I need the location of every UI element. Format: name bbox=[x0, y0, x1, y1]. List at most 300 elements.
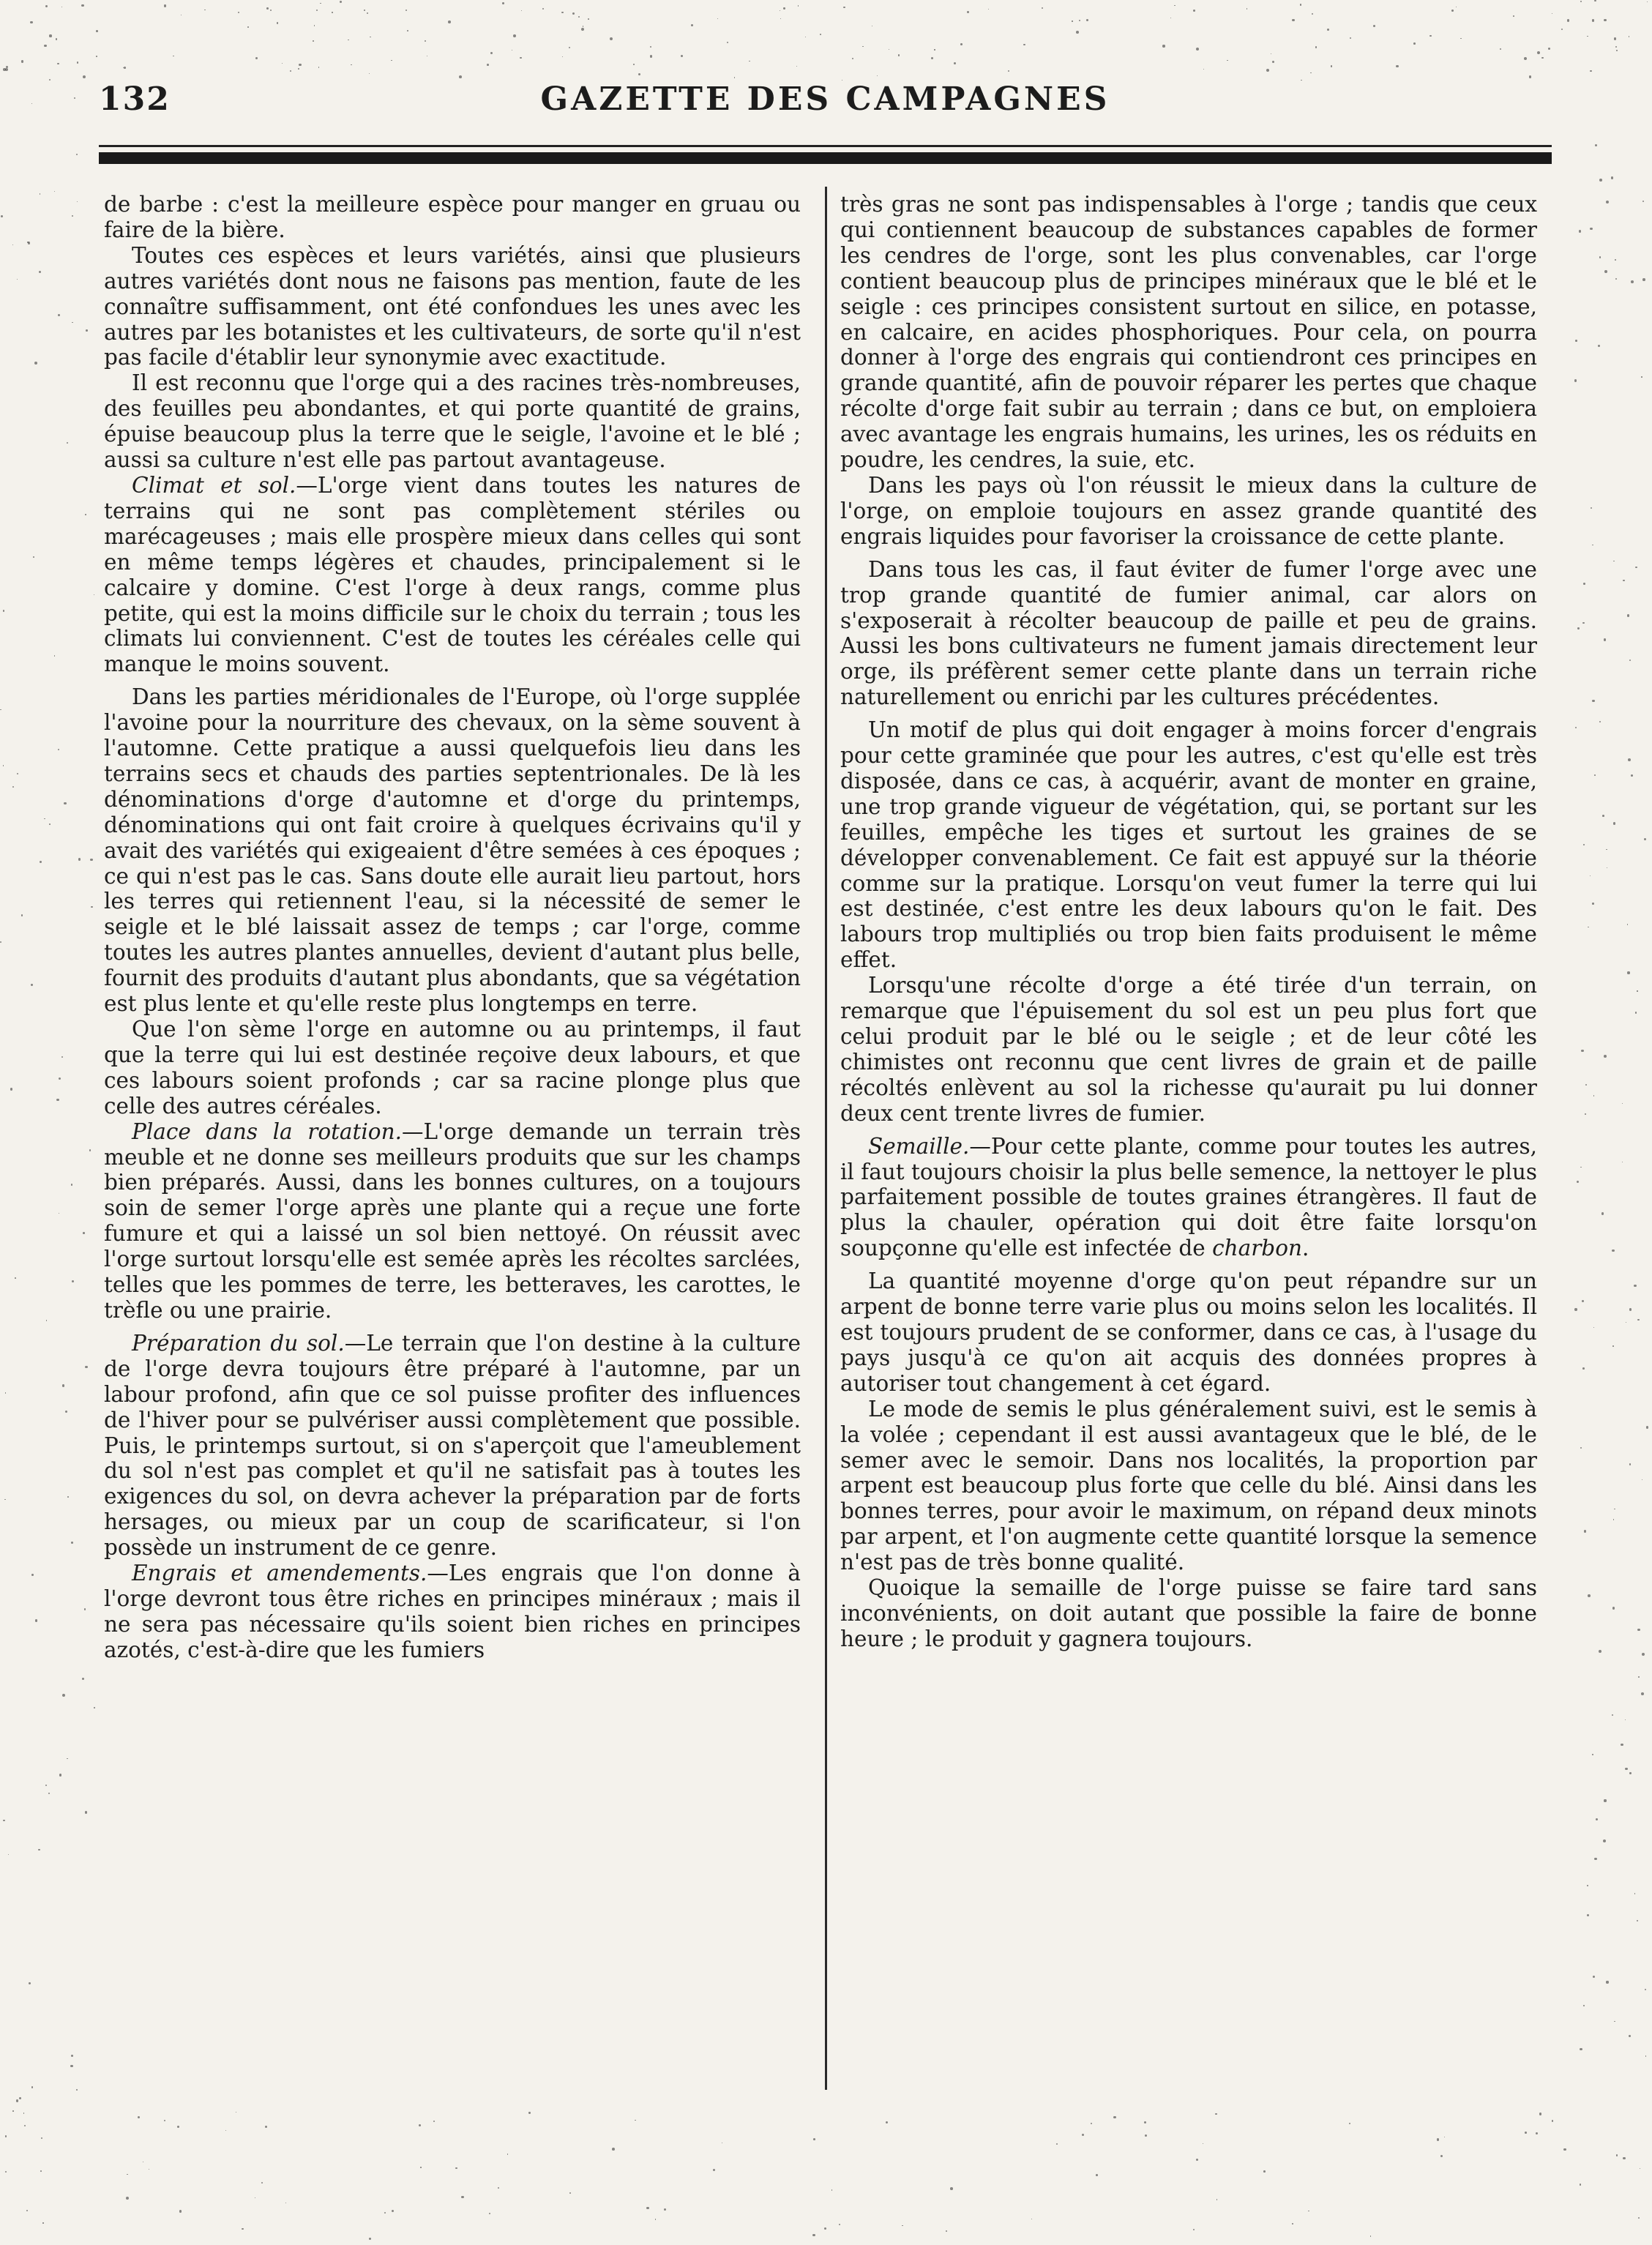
print-speckle bbox=[1638, 1676, 1640, 1678]
print-speckle bbox=[1606, 849, 1607, 850]
print-speckle bbox=[780, 18, 781, 19]
print-speckle bbox=[83, 1232, 85, 1234]
print-speckle bbox=[1513, 15, 1514, 17]
print-speckle bbox=[5, 1392, 7, 1394]
print-speckle bbox=[581, 28, 584, 31]
section-lead: Engrais et amendements. bbox=[132, 1561, 427, 1586]
print-speckle bbox=[1500, 48, 1501, 50]
print-speckle bbox=[1580, 2048, 1582, 2051]
print-speckle bbox=[67, 1496, 69, 1498]
print-speckle bbox=[521, 10, 522, 11]
print-speckle bbox=[164, 4, 166, 7]
print-speckle bbox=[1638, 2217, 1640, 2219]
print-speckle bbox=[1613, 1519, 1614, 1520]
print-speckle bbox=[364, 10, 365, 11]
print-speckle bbox=[39, 271, 41, 273]
print-speckle bbox=[26, 2210, 28, 2211]
print-speckle bbox=[1580, 1, 1582, 2]
print-speckle bbox=[1583, 2005, 1585, 2006]
print-speckle bbox=[225, 2130, 226, 2131]
print-speckle bbox=[681, 55, 683, 57]
paragraph bbox=[104, 684, 801, 1017]
paragraph bbox=[104, 243, 801, 371]
print-speckle bbox=[1611, 176, 1614, 179]
print-speckle bbox=[1541, 57, 1543, 59]
print-speckle bbox=[1580, 1447, 1582, 1449]
print-speckle bbox=[1583, 844, 1585, 845]
left-column bbox=[104, 192, 801, 1663]
print-speckle bbox=[1584, 1530, 1586, 1532]
paragraph-text: —Les engrais que l'on donne à l'orge devront tous être riches en principes minéraux ; mais il ne sera pas nécessaire qu'ils soient bien riches en principes azotés, c'est-à-dire que les fumiers bbox=[104, 1561, 801, 1662]
print-speckle bbox=[277, 22, 278, 23]
print-speckle bbox=[1174, 5, 1175, 6]
print-speckle bbox=[487, 64, 489, 66]
print-speckle bbox=[179, 2210, 182, 2212]
print-speckle bbox=[1042, 7, 1043, 9]
print-speckle bbox=[261, 2182, 263, 2184]
print-speckle bbox=[1604, 638, 1606, 640]
print-speckle bbox=[1113, 2116, 1116, 2119]
print-speckle bbox=[1086, 19, 1088, 21]
print-speckle bbox=[70, 2065, 73, 2068]
print-speckle bbox=[898, 54, 900, 56]
print-speckle bbox=[798, 5, 799, 6]
print-speckle bbox=[85, 514, 86, 515]
print-speckle bbox=[59, 1077, 61, 1080]
paragraph bbox=[840, 1134, 1537, 1262]
print-speckle bbox=[1601, 1212, 1604, 1215]
print-speckle bbox=[1577, 1181, 1579, 1183]
print-speckle bbox=[459, 75, 462, 78]
paragraph-text: Dans tous les cas, il faut éviter de fumer l'orge avec une trop grande quantité de fumier animal, car alors on s'exposerait à récolter beaucoup de paille et peu de grains. Aussi les bons cultivateurs ne fument jamais directement leur orge, ils préfèrent semer cette plante dans un terrain riche naturellement ou enrichi par les cultures précédentes. bbox=[840, 556, 1537, 710]
print-speckle bbox=[266, 7, 269, 10]
print-speckle bbox=[90, 859, 93, 862]
print-speckle bbox=[820, 34, 821, 35]
print-speckle bbox=[91, 906, 93, 908]
print-speckle bbox=[72, 1280, 75, 1283]
paragraph-text: —L'orge demande un terrain très meuble et ne donne ses meilleurs produits que sur les champs bien préparés. Aussi, dans les bonnes cultures, on a toujours soin de semer l'orge après une plante qui a reçue une forte fumure et qui a laissé un sol bien nettoyé. On réussit avec l'orge surtout lorsqu'elle est semée après les récoltes sarclées, telles que les pommes de terre, les betteraves, les carottes, le trèfle ou une prairie. bbox=[104, 1118, 801, 1323]
print-speckle bbox=[1627, 924, 1629, 925]
print-speckle bbox=[1622, 1103, 1623, 1104]
print-speckle bbox=[17, 773, 18, 774]
print-speckle bbox=[367, 12, 369, 15]
print-speckle bbox=[96, 30, 98, 32]
print-speckle bbox=[33, 556, 34, 558]
print-speckle bbox=[1594, 774, 1596, 776]
print-speckle bbox=[1196, 2159, 1198, 2161]
print-speckle bbox=[40, 2170, 42, 2172]
print-speckle bbox=[1349, 2123, 1350, 2124]
print-speckle bbox=[340, 1, 342, 3]
print-speckle bbox=[82, 1678, 84, 1680]
print-speckle bbox=[1227, 60, 1228, 61]
print-speckle bbox=[1628, 758, 1631, 761]
page-header bbox=[99, 81, 1552, 124]
print-speckle bbox=[38, 1849, 40, 1850]
print-speckle bbox=[1451, 10, 1454, 12]
print-speckle bbox=[561, 12, 564, 14]
print-speckle bbox=[204, 10, 206, 11]
print-speckle bbox=[572, 12, 575, 15]
print-speckle bbox=[420, 2167, 422, 2168]
print-speckle bbox=[1579, 230, 1582, 233]
print-speckle bbox=[1625, 1719, 1626, 1720]
print-speckle bbox=[1577, 627, 1579, 629]
print-speckle bbox=[1574, 379, 1577, 381]
print-speckle bbox=[1373, 25, 1375, 27]
print-speckle bbox=[46, 1320, 47, 1321]
print-speckle bbox=[65, 1411, 67, 1413]
print-speckle bbox=[1615, 278, 1617, 280]
print-speckle bbox=[1529, 75, 1531, 78]
print-speckle bbox=[405, 10, 407, 11]
print-speckle bbox=[1629, 1772, 1631, 1774]
print-speckle bbox=[89, 1149, 91, 1151]
print-speckle bbox=[77, 61, 78, 63]
print-speckle bbox=[1631, 280, 1634, 283]
print-speckle bbox=[16, 2099, 19, 2102]
paragraph bbox=[104, 192, 801, 243]
print-speckle bbox=[988, 9, 989, 10]
print-speckle bbox=[1637, 1629, 1640, 1631]
print-speckle bbox=[67, 1758, 68, 1760]
print-speckle bbox=[1604, 1799, 1606, 1801]
print-speckle bbox=[1315, 46, 1318, 48]
print-speckle bbox=[369, 73, 370, 74]
print-speckle bbox=[455, 2167, 457, 2170]
print-speckle bbox=[177, 2126, 179, 2128]
paragraph-text: Dans les pays où l'on réussit le mieux dans la culture de l'orge, on emploie toujours en assez grande quantité des engrais liquides pour favoriser la croissance de cette plante. bbox=[840, 472, 1537, 549]
print-speckle bbox=[1582, 1300, 1584, 1302]
print-speckle bbox=[19, 2097, 21, 2099]
print-speckle bbox=[85, 1366, 88, 1369]
print-speckle bbox=[419, 2124, 421, 2126]
print-speckle bbox=[1563, 2148, 1566, 2151]
print-speckle bbox=[1585, 1113, 1586, 1115]
print-speckle bbox=[1629, 1463, 1632, 1465]
print-speckle bbox=[1079, 20, 1080, 21]
print-speckle bbox=[1592, 903, 1594, 905]
print-speckle bbox=[320, 3, 321, 4]
print-speckle bbox=[713, 2169, 716, 2172]
print-speckle bbox=[1615, 46, 1617, 48]
print-speckle bbox=[0, 941, 1, 943]
print-speckle bbox=[391, 60, 392, 61]
print-speckle bbox=[1537, 51, 1540, 54]
section-lead: Climat et sol. bbox=[132, 472, 296, 498]
paragraph-text: Dans les parties méridionales de l'Europe, où l'orge supplée l'avoine pour la nourriture des chevaux, on la sème souvent à l'automne. Cette pratique a aussi quelquefois lieu dans les terrains secs et chauds des parties septentrionales. De là les dénominations d'orge d'automne et d'orge du printemps, dénominations qui ont fait croire à quelques écrivains qu'il y avait des variétés qui exigeaient d'être semées à ces époques ; ce qui n'est pas le cas. Sans doute elle aurait lieu partout, hors les terres qui retiennent l'eau, si la nécessité de semer le seigle et le blé laissait assez de temps ; car l'orge, comme toutes les autres plantes annuelles, devient d'autant plus belle, fournit des produits d'autant plus abondants, que sa végétation est plus lente et qu'elle reste plus longtemps en terre. bbox=[104, 684, 801, 1017]
print-speckle bbox=[1612, 1607, 1615, 1610]
print-speckle bbox=[1612, 1249, 1614, 1252]
publication-title: GAZETTE DES CAMPAGNES bbox=[540, 81, 1110, 118]
print-speckle bbox=[877, 75, 878, 76]
print-speckle bbox=[1091, 2123, 1092, 2124]
print-speckle bbox=[931, 57, 933, 59]
print-speckle bbox=[1642, 278, 1645, 281]
print-speckle bbox=[1592, 19, 1595, 22]
paragraph-text: très gras ne sont pas indispensables à l'orge ; tandis que ceux qui contiennent beaucoup de substances capables de former les cendres de l'orge, sont les plus convenables, car l'orge contient beaucoup plus de principes minéraux que le blé et le seigle : ces principes consistent surtout en silice, en potasse, en calcaire, en acides phosphoriques. Pour cela, on pourra donner à l'orge des engrais qui contiendront ces principes en grande quantité, afin de pouvoir réparer les pertes que chaque récolte d'orge fait subir au terrain ; dans ce but, on emploiera avec avantage les engrais humains, les urines, les os réduits en poudre, les cendres, la suie, etc. bbox=[840, 192, 1537, 473]
print-speckle bbox=[1193, 2229, 1195, 2230]
print-speckle bbox=[86, 329, 87, 331]
print-speckle bbox=[3, 1820, 5, 1822]
print-speckle bbox=[1292, 2223, 1293, 2225]
print-speckle bbox=[40, 861, 42, 863]
print-speckle bbox=[72, 322, 73, 324]
paragraph-text: Le mode de semis le plus généralement suivi, est le semis à la volée ; cependant il est aussi avantageux que le blé, de le semer avec le semoir. Dans nos localités, la proportion par arpent est beaucoup plus forte que celle du blé. Ainsi dans les bonnes terres, pour avoir le maximum, on répand deux minots par arpent, et l'on augmente cette quantité lorsque la semence n'est pas de très bonne qualité. bbox=[840, 1396, 1537, 1575]
print-speckle bbox=[21, 914, 23, 916]
print-speckle bbox=[1023, 44, 1025, 45]
print-speckle bbox=[1581, 1050, 1583, 1052]
print-speckle bbox=[49, 79, 51, 81]
print-speckle bbox=[56, 38, 57, 40]
print-speckle bbox=[15, 1277, 16, 1279]
print-speckle bbox=[1616, 50, 1618, 51]
print-speckle bbox=[691, 24, 693, 26]
print-speckle bbox=[1599, 721, 1601, 722]
print-speckle bbox=[1604, 19, 1606, 21]
print-speckle bbox=[62, 1384, 64, 1386]
print-speckle bbox=[1272, 61, 1274, 63]
print-speckle bbox=[843, 7, 845, 9]
print-speckle bbox=[74, 97, 75, 99]
print-speckle bbox=[34, 362, 37, 365]
print-speckle bbox=[30, 21, 33, 24]
print-speckle bbox=[1096, 2174, 1098, 2176]
print-speckle bbox=[77, 201, 78, 202]
print-speckle bbox=[1637, 1920, 1638, 1921]
print-speckle bbox=[1331, 65, 1333, 67]
print-speckle bbox=[1590, 70, 1592, 72]
print-speckle bbox=[1592, 700, 1595, 703]
print-speckle bbox=[1599, 256, 1601, 258]
print-speckle bbox=[1310, 72, 1312, 74]
paragraph bbox=[840, 1269, 1537, 1397]
print-speckle bbox=[1635, 567, 1637, 569]
print-speckle bbox=[1580, 1167, 1582, 1168]
print-speckle bbox=[76, 2089, 78, 2091]
print-speckle bbox=[1593, 1327, 1594, 1328]
print-speckle bbox=[58, 749, 59, 750]
print-speckle bbox=[960, 43, 963, 45]
print-speckle bbox=[316, 10, 318, 11]
print-speckle bbox=[1629, 660, 1631, 661]
print-speckle bbox=[638, 73, 640, 75]
print-speckle bbox=[1162, 45, 1165, 47]
print-speckle bbox=[5, 2135, 7, 2137]
print-speckle bbox=[934, 49, 935, 50]
print-speckle bbox=[31, 103, 32, 104]
print-speckle bbox=[1300, 4, 1301, 5]
print-speckle bbox=[1614, 2021, 1615, 2022]
print-speckle bbox=[1056, 2143, 1058, 2145]
print-speckle bbox=[633, 64, 635, 65]
print-speckle bbox=[520, 57, 521, 59]
print-speckle bbox=[1437, 2138, 1439, 2140]
print-speckle bbox=[1614, 37, 1616, 40]
print-speckle bbox=[1645, 1989, 1646, 1990]
print-speckle bbox=[1641, 376, 1642, 378]
print-speckle bbox=[1596, 1818, 1598, 1820]
print-speckle bbox=[126, 2197, 129, 2200]
print-speckle bbox=[1604, 270, 1607, 273]
paragraph bbox=[104, 1017, 801, 1119]
print-speckle bbox=[950, 2187, 953, 2190]
print-speckle bbox=[1567, 19, 1569, 21]
paragraph-text: Lorsqu'une récolte d'orge a été tirée d'un terrain, on remarque que l'épuisement du sol est un peu plus fort que celui produit par le blé ou le seigle ; et de leur côté les chimistes ont reconnu que cent livres de grain et de paille récoltés enlèvent au sol la richesse qu'aurait pu lui donner deux cent trente livres de fumier. bbox=[840, 973, 1537, 1126]
print-speckle bbox=[45, 1785, 47, 1786]
print-speckle bbox=[1645, 2055, 1646, 2056]
print-speckle bbox=[24, 2125, 26, 2126]
print-speckle bbox=[61, 1056, 63, 1058]
print-speckle bbox=[40, 193, 41, 195]
print-speckle bbox=[255, 57, 258, 59]
print-speckle bbox=[255, 2197, 256, 2199]
paragraph-text: —Pour cette plante, comme pour toutes les autres, il faut toujours choisir la plus belle semence, la nettoyer le plus parfaitement possible de toutes graines étrangères. Il faut de plus la chauler, opération qui doit être faite lorsqu'on soupçonne qu'elle est infectée de bbox=[840, 1133, 1537, 1261]
print-speckle bbox=[31, 984, 32, 985]
print-speckle bbox=[1593, 1976, 1595, 1978]
print-speckle bbox=[3, 765, 4, 766]
print-speckle bbox=[1629, 36, 1630, 37]
print-speckle bbox=[1595, 144, 1597, 146]
print-speckle bbox=[313, 40, 314, 42]
paragraph bbox=[840, 973, 1537, 1126]
paragraph bbox=[104, 1119, 801, 1323]
print-speckle bbox=[282, 63, 283, 64]
print-speckle bbox=[299, 64, 302, 67]
paragraph bbox=[840, 473, 1537, 550]
print-speckle bbox=[886, 2121, 888, 2123]
print-speckle bbox=[1145, 2134, 1147, 2137]
print-speckle bbox=[727, 42, 728, 43]
paragraph-text: Que l'on sème l'orge en automne ou au printemps, il faut que la terre qui lui est destinée reçoive deux labours, et que ces labours soient profonds ; car sa racine plonge plus que celle des autres céréales. bbox=[104, 1017, 801, 1118]
print-speckle bbox=[332, 12, 333, 13]
page-number: 132 bbox=[99, 81, 171, 118]
print-speckle bbox=[1641, 1692, 1644, 1695]
print-speckle bbox=[1370, 2235, 1372, 2237]
print-speckle bbox=[290, 70, 291, 72]
print-speckle bbox=[1616, 2154, 1618, 2156]
print-speckle bbox=[1582, 622, 1585, 624]
print-speckle bbox=[1580, 2184, 1582, 2186]
print-speckle bbox=[1644, 838, 1646, 840]
print-speckle bbox=[384, 2212, 386, 2214]
paragraph-tail: . bbox=[1301, 1236, 1309, 1261]
print-speckle bbox=[1634, 1893, 1635, 1894]
print-speckle bbox=[35, 1619, 38, 1622]
print-speckle bbox=[407, 30, 408, 31]
print-speckle bbox=[1621, 1744, 1623, 1747]
print-speckle bbox=[1144, 2121, 1146, 2123]
print-speckle bbox=[1327, 29, 1329, 31]
print-speckle bbox=[1396, 65, 1398, 67]
header-rule-thin bbox=[99, 145, 1552, 147]
print-speckle bbox=[1082, 2134, 1084, 2136]
print-speckle bbox=[1582, 1367, 1585, 1370]
print-speckle bbox=[1642, 1653, 1645, 1656]
paragraph-text: Quoique la semaille de l'orge puisse se faire tard sans inconvénients, on doit autant que possible la faire de bonne heure ; le produit y gagnera toujours. bbox=[840, 1575, 1537, 1651]
print-speckle bbox=[490, 52, 493, 54]
paragraph bbox=[840, 1397, 1537, 1575]
print-speckle bbox=[569, 2192, 571, 2194]
print-speckle bbox=[954, 62, 956, 64]
print-speckle bbox=[1413, 42, 1416, 45]
paragraph-text: La quantité moyenne d'orge qu'on peut répandre sur un arpent de bonne terre varie plus ou moins selon les localités. Il est toujours prudent de se conformer, dans ce cas, à l'usage du pays jusqu'à ce qu'on ait acquis des données propres à autoriser tout changement à cet égard. bbox=[840, 1269, 1537, 1396]
print-speckle bbox=[1292, 19, 1295, 22]
print-speckle bbox=[1266, 69, 1269, 72]
print-speckle bbox=[650, 46, 651, 48]
print-speckle bbox=[17, 279, 18, 280]
print-speckle bbox=[83, 75, 86, 78]
print-speckle bbox=[612, 2148, 615, 2151]
print-speckle bbox=[646, 2207, 649, 2209]
print-speckle bbox=[265, 2126, 267, 2128]
print-speckle bbox=[1591, 507, 1592, 509]
print-speckle bbox=[31, 1574, 34, 1576]
print-speckle bbox=[1312, 13, 1314, 15]
print-speckle bbox=[6, 66, 8, 68]
print-speckle bbox=[4, 1499, 6, 1501]
print-speckle bbox=[3, 610, 4, 611]
section-lead: Semaille. bbox=[868, 1133, 970, 1159]
print-speckle bbox=[967, 11, 969, 13]
print-speckle bbox=[1629, 2035, 1631, 2037]
paragraph bbox=[104, 473, 801, 677]
print-speckle bbox=[238, 12, 239, 13]
print-speckle bbox=[1076, 31, 1079, 34]
print-speckle bbox=[1646, 1426, 1648, 1428]
print-speckle bbox=[28, 242, 31, 244]
print-speckle bbox=[489, 2213, 490, 2214]
print-speckle bbox=[1635, 1012, 1637, 1013]
print-speckle bbox=[1612, 1345, 1614, 1347]
print-speckle bbox=[1629, 1308, 1632, 1310]
print-speckle bbox=[149, 2169, 150, 2170]
print-speckle bbox=[1590, 228, 1593, 231]
print-speckle bbox=[1575, 727, 1577, 728]
print-speckle bbox=[513, 34, 516, 37]
paragraph-text: —Le terrain que l'on destine à la culture de l'orge devra toujours être préparé à l'automne, par un labour profond, afin que ce sol puisse profiter des influences de l'hiver pour se pulvériser aussi complètement que possible. Puis, le printemps surtout, si on s'aperçoit que l'ameublement du sol n'est pas complet et qu'il ne satisfait pas à toutes les exigences du sol, on devra achever la préparation par de forts hersages, ou mieux par un coup de scarificateur, si l'on possède un instrument de ce genre. bbox=[104, 1330, 801, 1561]
print-speckle bbox=[562, 56, 563, 57]
paragraph-text: Un motif de plus qui doit engager à moins forcer d'engrais pour cette graminée que pour les autres, c'est qu'elle est très disposée, dans ce cas, à acquérir, avant de monter en graine, une trop grande vigueur de végétation, qui, se portant sur les feuilles, empêche les tiges et surtout les graines de se développer convenablement. Ce fait est appuyé sur la théorie comme sur la pratique. Lorsqu'on veut fumer la terre qui lui est destinée, c'est entre les deux labours qu'on le fait. Des labours trop multipliés ou trop bien faits produisent le même effet. bbox=[840, 717, 1537, 973]
print-speckle bbox=[1587, 1914, 1589, 1916]
print-speckle bbox=[31, 2086, 33, 2088]
paragraph bbox=[840, 717, 1537, 973]
print-speckle bbox=[314, 25, 315, 26]
print-speckle bbox=[1634, 1285, 1637, 1288]
print-speckle bbox=[1216, 2199, 1217, 2200]
print-speckle bbox=[96, 56, 97, 57]
print-speckle bbox=[1585, 1084, 1587, 1086]
print-speckle bbox=[5, 2171, 7, 2173]
print-speckle bbox=[1590, 875, 1591, 876]
print-speckle bbox=[502, 2, 504, 4]
print-speckle bbox=[1631, 774, 1633, 777]
print-speckle bbox=[448, 20, 451, 23]
print-speckle bbox=[0, 709, 1, 711]
print-speckle bbox=[1598, 345, 1600, 347]
print-speckle bbox=[1429, 35, 1431, 37]
print-speckle bbox=[1525, 2132, 1527, 2134]
print-speckle bbox=[29, 1982, 31, 1984]
print-speckle bbox=[127, 2174, 128, 2175]
print-speckle bbox=[1615, 259, 1616, 261]
print-speckle bbox=[1588, 1594, 1591, 1597]
print-speckle bbox=[242, 2228, 244, 2230]
print-speckle bbox=[839, 2224, 840, 2225]
print-speckle bbox=[1008, 70, 1009, 72]
paragraph-text: —L'orge vient dans toutes les natures de terrains qui ne sont pas complètement stériles ou marécageuses ; mais elle prospère mieux dans celles qui sont en même temps légères et chaudes, principalement si le calcaire y domine. C'est l'orge à deux rangs, comme plus petite, qui est la moins difficile sur le choix du terrain ; tous les climats lui conviennent. C'est de toutes les céréales celle qui manque le moins souvent. bbox=[104, 472, 801, 677]
print-speckle bbox=[85, 1811, 87, 1813]
